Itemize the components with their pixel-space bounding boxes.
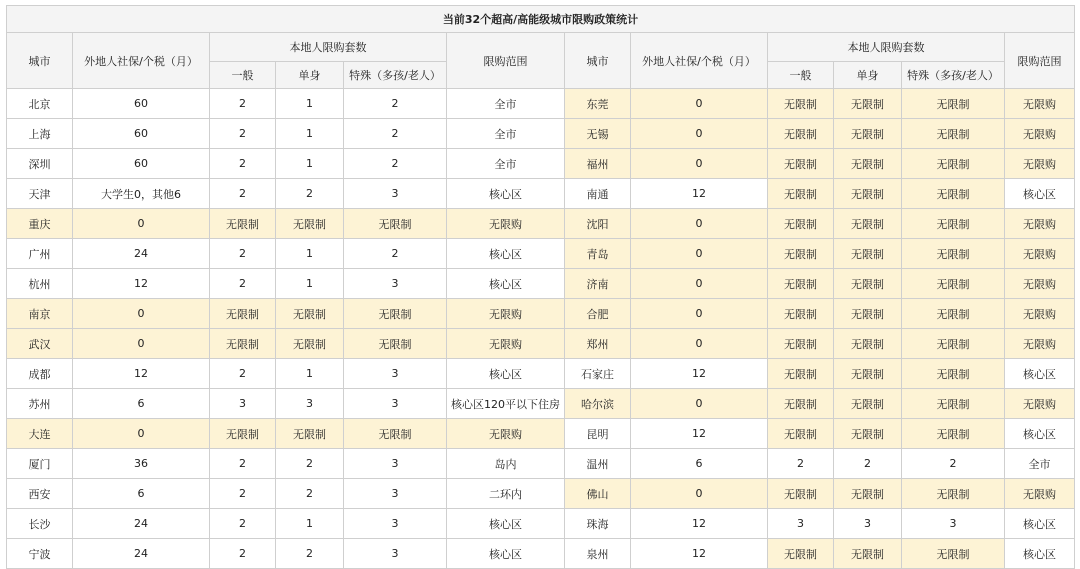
- left-scope-cell: 核心区: [447, 239, 565, 269]
- right-special-cell: 无限制: [902, 389, 1005, 419]
- table-row: [7, 89, 1075, 119]
- left-city-cell: 宁波: [7, 539, 73, 569]
- policy-table: [6, 5, 1075, 569]
- left-social-cell: 60: [73, 149, 210, 179]
- left-scope-cell: 二环内: [447, 479, 565, 509]
- left-general-cell: 2: [210, 239, 276, 269]
- left-city-cell: 武汉: [7, 329, 73, 359]
- left-general-cell: 2: [210, 449, 276, 479]
- left-scope-cell: 核心区: [447, 359, 565, 389]
- table-row: [7, 149, 1075, 179]
- left-single-cell: 无限制: [276, 419, 344, 449]
- left-general-cell: 无限制: [210, 329, 276, 359]
- left-city-cell: 杭州: [7, 269, 73, 299]
- header-city: 城市: [7, 33, 73, 89]
- left-special-cell: 2: [344, 239, 447, 269]
- right-special-cell: 无限制: [902, 419, 1005, 449]
- left-general-cell: 2: [210, 269, 276, 299]
- table-row: [7, 179, 1075, 209]
- left-scope-cell: 无限购: [447, 209, 565, 239]
- right-general-cell: 无限制: [768, 299, 834, 329]
- left-special-cell: 3: [344, 479, 447, 509]
- left-single-cell: 1: [276, 149, 344, 179]
- left-single-cell: 无限制: [276, 299, 344, 329]
- left-city-cell: 北京: [7, 89, 73, 119]
- right-social-cell: 0: [631, 479, 768, 509]
- left-social-cell: 24: [73, 239, 210, 269]
- left-single-cell: 1: [276, 239, 344, 269]
- left-special-cell: 无限制: [344, 329, 447, 359]
- right-social-cell: 12: [631, 359, 768, 389]
- left-social-cell: 24: [73, 539, 210, 569]
- right-general-cell: 3: [768, 509, 834, 539]
- left-social-cell: 60: [73, 89, 210, 119]
- left-scope-cell: 全市: [447, 119, 565, 149]
- left-single-cell: 2: [276, 479, 344, 509]
- right-single-cell: 无限制: [834, 479, 902, 509]
- right-city-cell: 郑州: [565, 329, 631, 359]
- left-social-cell: 0: [73, 299, 210, 329]
- left-special-cell: 2: [344, 149, 447, 179]
- left-general-cell: 2: [210, 509, 276, 539]
- left-city-cell: 重庆: [7, 209, 73, 239]
- left-special-cell: 无限制: [344, 299, 447, 329]
- right-city-cell: 哈尔滨: [565, 389, 631, 419]
- left-scope-cell: 无限购: [447, 419, 565, 449]
- right-city-cell: 东莞: [565, 89, 631, 119]
- right-city-cell: 石家庄: [565, 359, 631, 389]
- left-city-cell: 苏州: [7, 389, 73, 419]
- right-scope-cell: 核心区: [1005, 179, 1075, 209]
- left-social-cell: 24: [73, 509, 210, 539]
- left-city-cell: 西安: [7, 479, 73, 509]
- right-single-cell: 无限制: [834, 539, 902, 569]
- right-single-cell: 2: [834, 449, 902, 479]
- left-scope-cell: 核心区: [447, 269, 565, 299]
- right-social-cell: 12: [631, 179, 768, 209]
- left-scope-cell: 全市: [447, 89, 565, 119]
- left-city-cell: 上海: [7, 119, 73, 149]
- right-single-cell: 无限制: [834, 389, 902, 419]
- left-city-cell: 天津: [7, 179, 73, 209]
- right-scope-cell: 无限购: [1005, 329, 1075, 359]
- right-city-cell: 昆明: [565, 419, 631, 449]
- right-single-cell: 无限制: [834, 419, 902, 449]
- right-single-cell: 无限制: [834, 209, 902, 239]
- right-social-cell: 12: [631, 509, 768, 539]
- header-scope: 限购范围: [447, 33, 565, 89]
- left-general-cell: 2: [210, 359, 276, 389]
- right-single-cell: 3: [834, 509, 902, 539]
- table-body: [7, 89, 1075, 569]
- header-scope-right: 限购范围: [1005, 33, 1075, 89]
- right-general-cell: 无限制: [768, 179, 834, 209]
- right-general-cell: 无限制: [768, 329, 834, 359]
- right-single-cell: 无限制: [834, 179, 902, 209]
- right-single-cell: 无限制: [834, 149, 902, 179]
- left-special-cell: 3: [344, 389, 447, 419]
- left-special-cell: 3: [344, 359, 447, 389]
- left-social-cell: 0: [73, 419, 210, 449]
- left-single-cell: 1: [276, 89, 344, 119]
- right-single-cell: 无限制: [834, 239, 902, 269]
- header-general-right: 一般: [768, 62, 834, 89]
- left-scope-cell: 岛内: [447, 449, 565, 479]
- right-scope-cell: 无限购: [1005, 239, 1075, 269]
- right-single-cell: 无限制: [834, 359, 902, 389]
- table-row: [7, 419, 1075, 449]
- right-city-cell: 温州: [565, 449, 631, 479]
- left-special-cell: 无限制: [344, 419, 447, 449]
- right-special-cell: 无限制: [902, 239, 1005, 269]
- left-general-cell: 2: [210, 179, 276, 209]
- left-scope-cell: 无限购: [447, 329, 565, 359]
- right-social-cell: 0: [631, 149, 768, 179]
- right-general-cell: 无限制: [768, 419, 834, 449]
- left-special-cell: 3: [344, 509, 447, 539]
- right-special-cell: 无限制: [902, 359, 1005, 389]
- right-special-cell: 无限制: [902, 209, 1005, 239]
- table-row: [7, 509, 1075, 539]
- right-scope-cell: 无限购: [1005, 479, 1075, 509]
- left-city-cell: 广州: [7, 239, 73, 269]
- right-social-cell: 0: [631, 329, 768, 359]
- right-city-cell: 佛山: [565, 479, 631, 509]
- right-social-cell: 12: [631, 419, 768, 449]
- right-scope-cell: 无限购: [1005, 149, 1075, 179]
- header-social: 外地人社保/个税（月）: [73, 33, 210, 89]
- left-special-cell: 3: [344, 269, 447, 299]
- right-city-cell: 福州: [565, 149, 631, 179]
- right-social-cell: 0: [631, 269, 768, 299]
- left-single-cell: 2: [276, 449, 344, 479]
- left-single-cell: 1: [276, 359, 344, 389]
- right-social-cell: 0: [631, 89, 768, 119]
- right-special-cell: 无限制: [902, 119, 1005, 149]
- header-local-group: 本地人限购套数: [210, 33, 447, 62]
- right-social-cell: 0: [631, 119, 768, 149]
- left-general-cell: 2: [210, 119, 276, 149]
- table-row: [7, 389, 1075, 419]
- right-city-cell: 沈阳: [565, 209, 631, 239]
- right-single-cell: 无限制: [834, 269, 902, 299]
- table-row: [7, 359, 1075, 389]
- left-city-cell: 厦门: [7, 449, 73, 479]
- left-special-cell: 无限制: [344, 209, 447, 239]
- left-single-cell: 3: [276, 389, 344, 419]
- left-special-cell: 2: [344, 119, 447, 149]
- left-special-cell: 3: [344, 539, 447, 569]
- right-special-cell: 无限制: [902, 179, 1005, 209]
- left-general-cell: 无限制: [210, 209, 276, 239]
- left-social-cell: 0: [73, 329, 210, 359]
- header-single: 单身: [276, 62, 344, 89]
- left-general-cell: 2: [210, 89, 276, 119]
- right-general-cell: 无限制: [768, 149, 834, 179]
- right-special-cell: 2: [902, 449, 1005, 479]
- left-single-cell: 无限制: [276, 329, 344, 359]
- left-city-cell: 南京: [7, 299, 73, 329]
- right-social-cell: 12: [631, 539, 768, 569]
- right-scope-cell: 无限购: [1005, 299, 1075, 329]
- table-row: [7, 209, 1075, 239]
- right-single-cell: 无限制: [834, 119, 902, 149]
- right-special-cell: 无限制: [902, 149, 1005, 179]
- left-social-cell: 60: [73, 119, 210, 149]
- table-row: [7, 269, 1075, 299]
- table-row: [7, 479, 1075, 509]
- left-general-cell: 无限制: [210, 419, 276, 449]
- right-city-cell: 珠海: [565, 509, 631, 539]
- table-row: [7, 539, 1075, 569]
- right-scope-cell: 核心区: [1005, 419, 1075, 449]
- table-row: [7, 329, 1075, 359]
- right-city-cell: 青岛: [565, 239, 631, 269]
- right-general-cell: 无限制: [768, 539, 834, 569]
- left-special-cell: 2: [344, 89, 447, 119]
- left-single-cell: 无限制: [276, 209, 344, 239]
- right-general-cell: 无限制: [768, 359, 834, 389]
- right-scope-cell: 无限购: [1005, 209, 1075, 239]
- right-social-cell: 0: [631, 389, 768, 419]
- right-city-cell: 泉州: [565, 539, 631, 569]
- left-scope-cell: 核心区120平以下住房: [447, 389, 565, 419]
- right-city-cell: 南通: [565, 179, 631, 209]
- table-row: [7, 239, 1075, 269]
- left-single-cell: 1: [276, 119, 344, 149]
- right-scope-cell: 核心区: [1005, 539, 1075, 569]
- left-general-cell: 2: [210, 479, 276, 509]
- left-city-cell: 成都: [7, 359, 73, 389]
- table-row: [7, 119, 1075, 149]
- left-social-cell: 6: [73, 479, 210, 509]
- table-row: [7, 299, 1075, 329]
- left-city-cell: 长沙: [7, 509, 73, 539]
- right-scope-cell: 全市: [1005, 449, 1075, 479]
- right-social-cell: 6: [631, 449, 768, 479]
- right-general-cell: 无限制: [768, 479, 834, 509]
- right-scope-cell: 无限购: [1005, 389, 1075, 419]
- table-title: 当前32个超高/高能级城市限购政策统计: [7, 6, 1075, 33]
- left-scope-cell: 无限购: [447, 299, 565, 329]
- left-social-cell: 6: [73, 389, 210, 419]
- header-single-right: 单身: [834, 62, 902, 89]
- right-social-cell: 0: [631, 239, 768, 269]
- right-general-cell: 2: [768, 449, 834, 479]
- right-city-cell: 合肥: [565, 299, 631, 329]
- header-special: 特殊（多孩/老人）: [344, 62, 447, 89]
- left-special-cell: 3: [344, 449, 447, 479]
- right-single-cell: 无限制: [834, 299, 902, 329]
- right-special-cell: 无限制: [902, 329, 1005, 359]
- right-city-cell: 无锡: [565, 119, 631, 149]
- header-general: 一般: [210, 62, 276, 89]
- left-single-cell: 2: [276, 179, 344, 209]
- right-single-cell: 无限制: [834, 89, 902, 119]
- left-special-cell: 3: [344, 179, 447, 209]
- right-scope-cell: 无限购: [1005, 89, 1075, 119]
- right-single-cell: 无限制: [834, 329, 902, 359]
- right-scope-cell: 核心区: [1005, 359, 1075, 389]
- right-scope-cell: 核心区: [1005, 509, 1075, 539]
- left-social-cell: 0: [73, 209, 210, 239]
- right-general-cell: 无限制: [768, 89, 834, 119]
- table-row: [7, 449, 1075, 479]
- left-scope-cell: 核心区: [447, 509, 565, 539]
- right-special-cell: 3: [902, 509, 1005, 539]
- header-special-right: 特殊（多孩/老人）: [902, 62, 1005, 89]
- left-social-cell: 36: [73, 449, 210, 479]
- header-city-right: 城市: [565, 33, 631, 89]
- header-social-right: 外地人社保/个税（月）: [631, 33, 768, 89]
- right-general-cell: 无限制: [768, 389, 834, 419]
- right-special-cell: 无限制: [902, 479, 1005, 509]
- left-scope-cell: 核心区: [447, 179, 565, 209]
- header-local-group-right: 本地人限购套数: [768, 33, 1005, 62]
- right-special-cell: 无限制: [902, 89, 1005, 119]
- left-scope-cell: 核心区: [447, 539, 565, 569]
- left-social-cell: 12: [73, 269, 210, 299]
- right-special-cell: 无限制: [902, 299, 1005, 329]
- right-general-cell: 无限制: [768, 239, 834, 269]
- left-social-cell: 12: [73, 359, 210, 389]
- left-scope-cell: 全市: [447, 149, 565, 179]
- left-city-cell: 大连: [7, 419, 73, 449]
- left-general-cell: 无限制: [210, 299, 276, 329]
- left-general-cell: 2: [210, 539, 276, 569]
- right-scope-cell: 无限购: [1005, 269, 1075, 299]
- left-social-cell: 大学生0，其他6: [73, 179, 210, 209]
- left-single-cell: 1: [276, 269, 344, 299]
- right-social-cell: 0: [631, 299, 768, 329]
- left-general-cell: 2: [210, 149, 276, 179]
- right-special-cell: 无限制: [902, 539, 1005, 569]
- right-social-cell: 0: [631, 209, 768, 239]
- left-general-cell: 3: [210, 389, 276, 419]
- left-city-cell: 深圳: [7, 149, 73, 179]
- right-scope-cell: 无限购: [1005, 119, 1075, 149]
- right-city-cell: 济南: [565, 269, 631, 299]
- right-general-cell: 无限制: [768, 269, 834, 299]
- right-general-cell: 无限制: [768, 119, 834, 149]
- right-special-cell: 无限制: [902, 269, 1005, 299]
- left-single-cell: 1: [276, 509, 344, 539]
- left-single-cell: 2: [276, 539, 344, 569]
- right-general-cell: 无限制: [768, 209, 834, 239]
